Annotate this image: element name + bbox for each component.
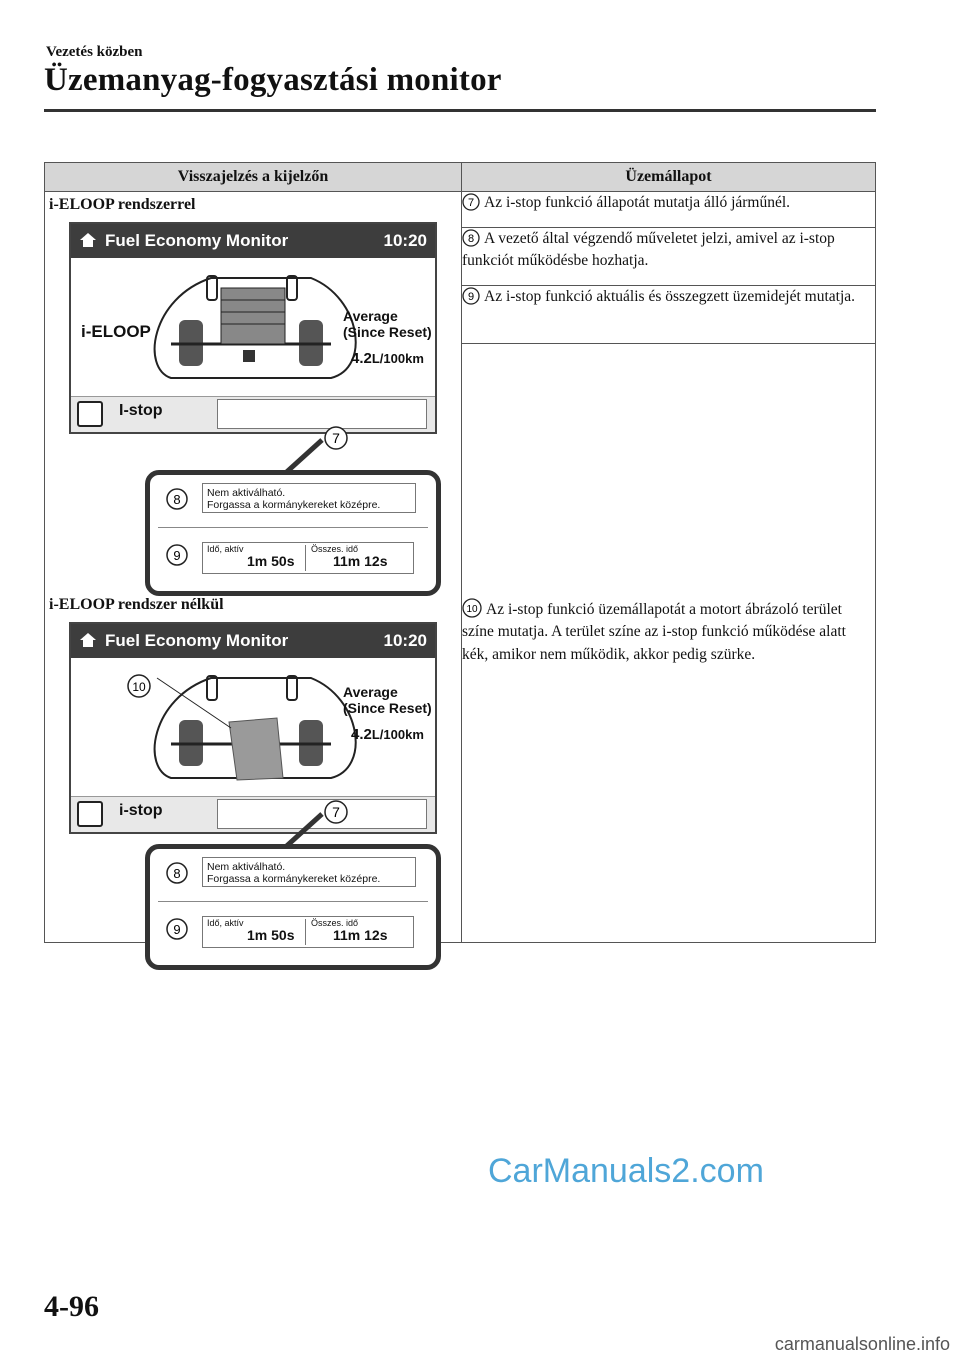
svg-text:9: 9: [173, 922, 181, 937]
istop-indicator-icon: [77, 401, 103, 427]
fuel-economy-value: 4.2L/100km: [351, 726, 424, 743]
istop-popup-2: [145, 844, 441, 970]
svg-text:10: 10: [466, 604, 478, 615]
svg-text:7: 7: [332, 430, 340, 446]
status-desc-10: 10 Az i-stop funkció üzemállapotát a motort ábrázoló terület színe mutatja. A terület színe az i-stop funkció működése alatt kék, amikor nem működik, akkor pedig szürke.: [462, 344, 876, 943]
svg-text:9: 9: [467, 291, 475, 303]
monitor-title: Fuel Economy Monitor: [105, 231, 289, 250]
col-header-status: Üzemállapot: [462, 163, 876, 192]
monitor-title-bar: [71, 624, 435, 658]
svg-text:8: 8: [173, 866, 181, 881]
fuel-economy-value: 4.2L/100km: [351, 350, 424, 367]
svg-text:10: 10: [132, 680, 146, 694]
monitor-clock: 10:20: [383, 631, 427, 650]
callout-9-icon: [166, 544, 188, 566]
istop-popup-1: [145, 470, 441, 596]
page-title: Üzemanyag-fogyasztási monitor: [44, 62, 502, 98]
callout-8-icon: [166, 488, 188, 510]
popup-divider: [158, 527, 428, 528]
watermark-text: CarManuals2.com: [488, 1152, 764, 1190]
eloop-label: i-ELOOP: [81, 322, 151, 341]
col-header-display: Visszajelzés a kijelzőn: [45, 163, 462, 192]
footer-site: carmanualsonline.info: [774, 1334, 950, 1354]
istop-time-box: Idő, aktív 1m 50s Összes. idő 11m 12s: [202, 542, 414, 574]
average-label: Average (Since Reset): [343, 684, 432, 717]
istop-status-box: [217, 399, 427, 429]
average-label: Average (Since Reset): [343, 308, 432, 341]
page-number: 4-96: [44, 1290, 99, 1323]
status-desc-8: 8 A vezető által végzendő műveletet jelzi, amivel az i-stop funkciót működésbe hozhatja.: [462, 228, 876, 286]
monitor-screen-2: [69, 622, 437, 834]
svg-text:8: 8: [467, 233, 475, 245]
popup-divider: [158, 901, 428, 902]
status-desc-9: 9 Az i-stop funkció aktuális és összegzett üzemidejét mutatja.: [462, 286, 876, 344]
monitor-screen-1: [69, 222, 437, 434]
istop-message: Nem aktiválható. Forgassa a kormánykereket középre.: [202, 857, 416, 887]
callout-9-icon: [462, 287, 480, 305]
svg-text:9: 9: [173, 548, 181, 563]
monitor-title-bar: [71, 224, 435, 258]
monitor-title: Fuel Economy Monitor: [105, 631, 289, 650]
callout-7-icon: [462, 193, 480, 211]
callout-8-icon: [462, 229, 480, 247]
istop-label: i-stop: [119, 802, 163, 819]
home-icon: [79, 631, 97, 654]
figure-cell: [45, 192, 462, 943]
monitor-clock: 10:20: [383, 231, 427, 250]
home-icon: [79, 231, 97, 254]
istop-indicator-icon: [77, 801, 103, 827]
istop-row: [71, 396, 435, 433]
section-label: Vezetés közben: [46, 44, 143, 60]
istop-row: [71, 796, 435, 833]
callout-8-icon: [166, 862, 188, 884]
svg-text:7: 7: [332, 804, 340, 820]
svg-text:7: 7: [467, 197, 475, 209]
subhead-with-eloop: i-ELOOP rendszerrel: [49, 196, 196, 213]
istop-message: Nem aktiválható. Forgassa a kormánykereket középre.: [202, 483, 416, 513]
callout-10-icon: [127, 674, 151, 698]
info-table: [44, 162, 876, 943]
istop-label: I-stop: [119, 402, 163, 419]
subhead-without-eloop: i-ELOOP rendszer nélkül: [49, 596, 224, 613]
svg-text:8: 8: [173, 492, 181, 507]
callout-9-icon: [166, 918, 188, 940]
title-rule: [44, 109, 876, 112]
istop-time-box: Idő, aktív 1m 50s Összes. idő 11m 12s: [202, 916, 414, 948]
status-desc-7: 7 Az i-stop funkció állapotát mutatja álló járműnél.: [462, 192, 876, 228]
callout-10-icon: [462, 598, 482, 618]
